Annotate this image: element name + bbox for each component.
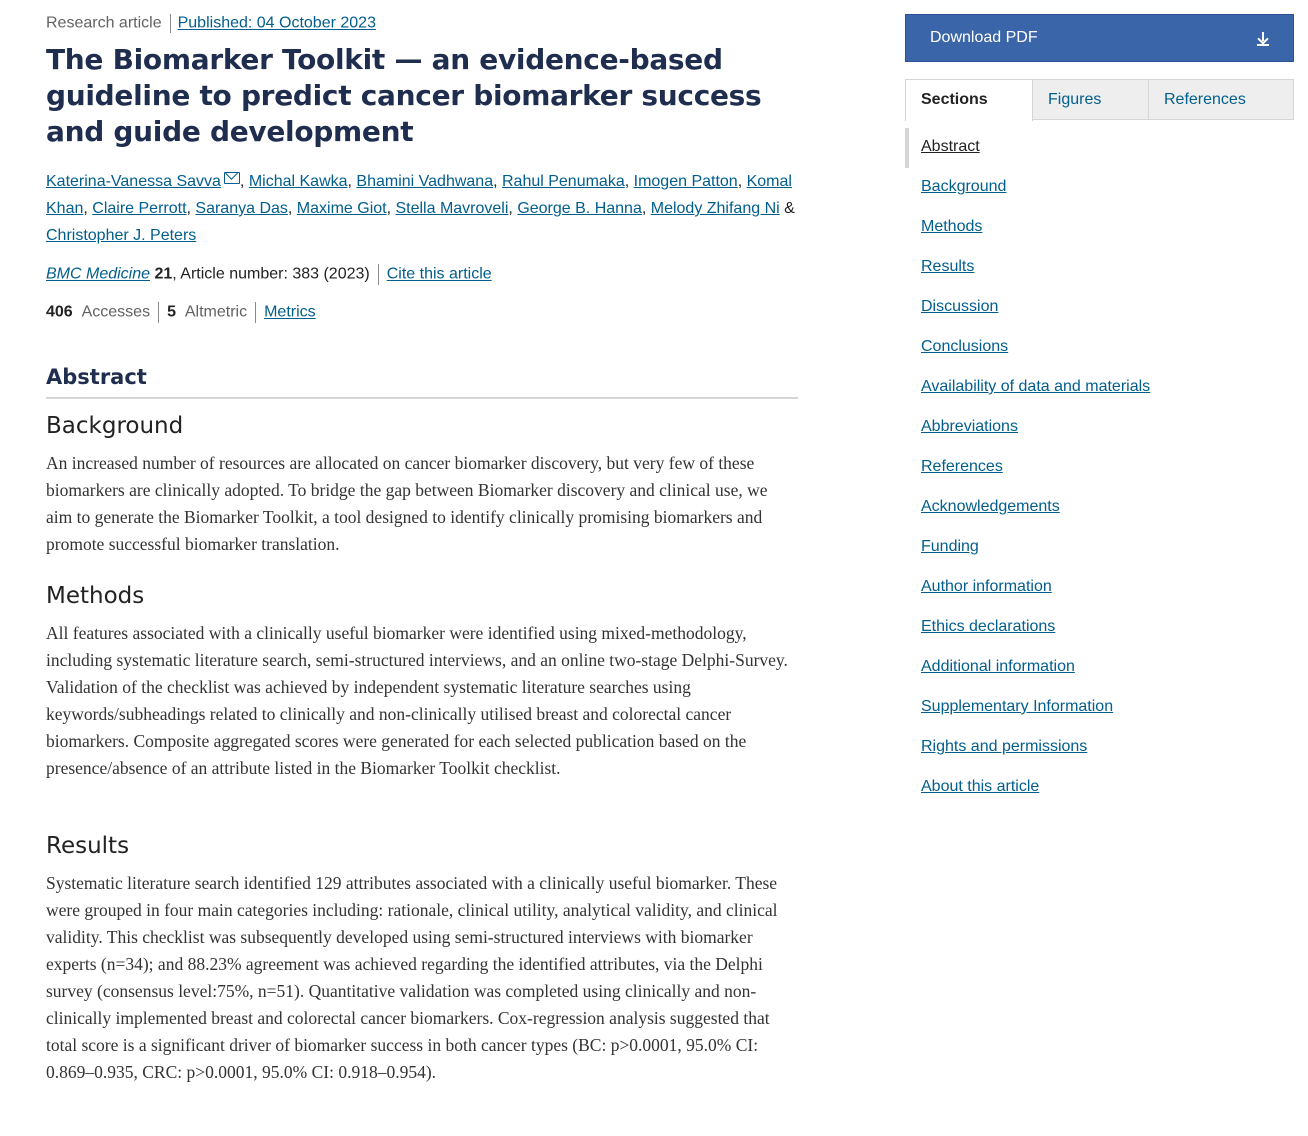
toc-item-author-information: [905, 568, 1294, 608]
toc-link[interactable]: Acknowledgements: [921, 498, 1060, 515]
toc-item-supplementary: [905, 688, 1294, 728]
author-link[interactable]: Melody Zhifang Ni: [650, 200, 780, 217]
toc-link[interactable]: Background: [921, 178, 1007, 195]
toc-item-background: [905, 168, 1294, 208]
author-link[interactable]: Saranya Das: [195, 200, 288, 217]
author-separator: ,: [493, 173, 502, 190]
author-link[interactable]: Maxime Giot: [296, 200, 387, 217]
toc-link[interactable]: Abstract: [921, 138, 980, 155]
author-link[interactable]: Komal Khan: [46, 173, 792, 217]
toc-link[interactable]: Abbreviations: [921, 418, 1018, 435]
toc-item-about: [905, 768, 1294, 808]
sections-list: [905, 128, 1294, 808]
toc-item-funding: [905, 528, 1294, 568]
results-heading: Results: [46, 833, 130, 859]
volume-number: 21: [154, 265, 173, 283]
toc-link[interactable]: Author information: [921, 578, 1052, 595]
author-link[interactable]: Rahul Penumaka: [501, 173, 625, 190]
background-text: An increased number of resources are allocated on cancer biomarker discovery, but very few of these biomarkers are clinically adopted. To bridge the gap between Biomarker discovery and clinical use, we aim to generate the Biomarker Toolkit, a tool designed to identify clinically promising biomarkers and promote successful biomarker translation.: [46, 453, 768, 554]
author-separator: ,: [641, 200, 651, 217]
metrics-row: [46, 302, 316, 323]
divider: [255, 302, 256, 323]
results-text: Systematic literature search identified 129 attributes associated with a clinically useful biomarker. These were grouped in four main categories including: rationale, clinical utility, analytical validity, and clinical validity. This checklist was subsequently developed using semi-structured interviews with biomarker experts (n=34); and 88.23% agreement was achieved regarding the identified attributes, via the Delphi survey (consensus level:75%, n=51). Quantitative validation was completed using clinically and non-clinically implemented breast and colorectal cancer biomarkers. Cox-regression analysis suggested that total score is a significant driver of biomarker success in both cancer types (BC: p>0.0001, 95.0% CI: 0.869–0.935, CRC: p>0.0001, 95.0% CI: 0.918–0.954).: [46, 873, 778, 1082]
metrics-link[interactable]: Metrics: [264, 303, 316, 321]
article-number: , Article number: 383 (2023): [172, 265, 370, 283]
author-separator: ,: [239, 173, 249, 190]
toc-link[interactable]: Results: [921, 258, 975, 275]
toc-item-ethics: [905, 608, 1294, 648]
altmetric-count: 5: [167, 303, 176, 321]
author-separator: ,: [83, 200, 93, 217]
sidebar-tabs: [905, 79, 1294, 120]
author-link[interactable]: Christopher J. Peters: [46, 227, 197, 244]
tab-references[interactable]: References: [1149, 79, 1294, 120]
toc-link[interactable]: Discussion: [921, 298, 999, 315]
author-separator: &: [779, 200, 795, 217]
divider: [378, 264, 379, 285]
article-type: Research article: [46, 14, 162, 32]
author-separator: ,: [737, 173, 747, 190]
download-icon: [1257, 32, 1269, 46]
toc-link[interactable]: Availability of data and materials: [921, 378, 1151, 395]
abstract-heading: Abstract: [46, 365, 798, 399]
toc-item-references: [905, 448, 1294, 488]
toc-item-methods: [905, 208, 1294, 248]
toc-link[interactable]: About this article: [921, 778, 1040, 795]
author-separator: ,: [386, 200, 396, 217]
author-link[interactable]: Imogen Patton: [633, 173, 738, 190]
download-pdf-button[interactable]: [905, 14, 1294, 62]
author-link[interactable]: Claire Perrott: [92, 200, 187, 217]
download-pdf-label: Download PDF: [930, 29, 1038, 46]
author-link[interactable]: Michal Kawka: [248, 173, 348, 190]
citation-line: [46, 264, 492, 285]
author-link[interactable]: Stella Mavroveli: [395, 200, 509, 217]
email-icon[interactable]: [224, 172, 240, 184]
author-separator: ,: [186, 200, 196, 217]
toc-item-conclusions: [905, 328, 1294, 368]
toc-item-acknowledgements: [905, 488, 1294, 528]
toc-link[interactable]: Ethics declarations: [921, 618, 1056, 635]
toc-link[interactable]: Additional information: [921, 658, 1075, 675]
cite-article-link[interactable]: Cite this article: [386, 265, 492, 283]
author-link[interactable]: Katerina-Vanessa Savva: [46, 173, 221, 190]
accesses-count: 406: [46, 303, 73, 321]
toc-item-availability: [905, 368, 1294, 408]
altmetric-label: Altmetric: [184, 303, 248, 321]
toc-item-abbreviations: [905, 408, 1294, 448]
article-meta: [46, 14, 376, 33]
tab-sections[interactable]: Sections: [905, 79, 1033, 121]
methods-heading: Methods: [46, 583, 145, 609]
tab-figures[interactable]: Figures: [1033, 79, 1149, 120]
toc-item-results: [905, 248, 1294, 288]
article-title: The Biomarker Toolkit — an evidence-based guideline to predict cancer biomarker success and guide development: [46, 43, 762, 148]
toc-link[interactable]: Supplementary Information: [921, 698, 1114, 715]
toc-item-rights: [905, 728, 1294, 768]
divider: [158, 302, 159, 323]
toc-item-discussion: [905, 288, 1294, 328]
background-heading: Background: [46, 413, 184, 439]
toc-item-additional-information: [905, 648, 1294, 688]
toc-link[interactable]: Funding: [921, 538, 979, 555]
author-separator: ,: [287, 200, 297, 217]
author-list: [46, 168, 798, 249]
toc-link[interactable]: Rights and permissions: [921, 738, 1088, 755]
toc-link[interactable]: References: [921, 458, 1003, 475]
accesses-label: Accesses: [81, 303, 151, 321]
journal-link[interactable]: BMC Medicine: [46, 265, 151, 283]
author-link[interactable]: Bhamini Vadhwana: [356, 173, 494, 190]
divider: [170, 14, 171, 33]
published-date-link[interactable]: Published: 04 October 2023: [177, 14, 376, 32]
toc-item-abstract: [905, 128, 1294, 168]
methods-text: All features associated with a clinically useful biomarker were identified using mixed-methodology, including systematic literature search, semi-structured interviews, and an online two-stage Delphi-Survey. Validation of the checklist was achieved by independent systematic literature searches using keywords/subheadings related to clinically and non-clinically utilised breast and colorectal cancer biomarkers. Composite aggregated scores were generated for each selected publication based on the presence/absence of an attribute listed in the Biomarker Toolkit checklist.: [46, 623, 788, 778]
author-link[interactable]: George B. Hanna: [517, 200, 642, 217]
toc-link[interactable]: Conclusions: [921, 338, 1009, 355]
toc-link[interactable]: Methods: [921, 218, 983, 235]
author-separator: ,: [508, 200, 518, 217]
author-separator: ,: [347, 173, 357, 190]
author-separator: ,: [624, 173, 634, 190]
